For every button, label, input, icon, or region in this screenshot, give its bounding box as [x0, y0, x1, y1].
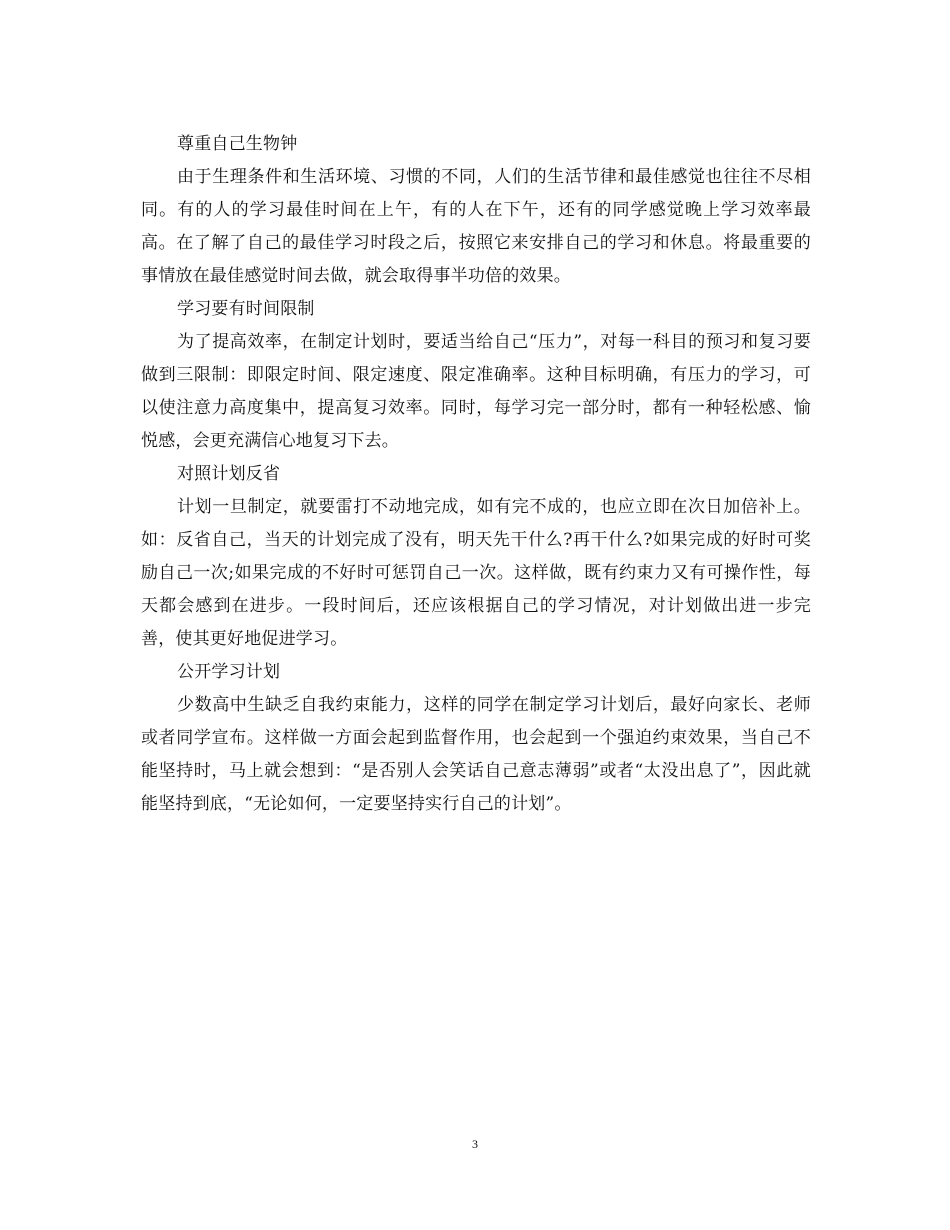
section-paragraph-biological-clock: 由于生理条件和生活环境、习惯的不同，人们的生活节律和最佳感觉也往往不尽相同。有的人的学习最佳时间在上午，有的人在下午，还有的同学感觉晚上学习效率最高。在了解了自己的最佳学习时段之后，按照它来安排自己的学习和休息。将最重要的事情放在最佳感觉时间去做，就会取得事半功倍的效果。 — [141, 167, 811, 286]
document-body — [141, 128, 811, 821]
section-paragraph-public-plan: 少数高中生缺乏自我约束能力，这样的同学在制定学习计划后，最好向家长、老师或者同学宣布。这样做一方面会起到监督作用，也会起到一个强迫约束效果，当自己不能坚持时，马上就会想到：“是否别人会笑话自己意志薄弱”或者“太没出息了”，因此就能坚持到底，“无论如何，一定要坚持实行自己的计划”。 — [141, 695, 811, 814]
section-heading-reflect-on-plan: 对照计划反省 — [177, 464, 281, 484]
section-heading-public-plan: 公开学习计划 — [177, 662, 281, 682]
section-heading-biological-clock: 尊重自己生物钟 — [177, 134, 298, 154]
section-paragraph-time-limit: 为了提高效率，在制定计划时，要适当给自己“压力”，对每一科目的预习和复习要做到三限制：即限定时间、限定速度、限定准确率。这种目标明确，有压力的学习，可以使注意力高度集中，提高复习效率。同时，每学习完一部分时，都有一种轻松感、愉悦感，会更充满信心地复习下去。 — [141, 332, 811, 451]
section-paragraph-reflect-on-plan: 计划一旦制定，就要雷打不动地完成，如有完不成的，也应立即在次日加倍补上。如：反省自己，当天的计划完成了没有，明天先干什么?再干什么?如果完成的好时可奖励自己一次;如果完成的不好时可惩罚自己一次。这样做，既有约束力又有可操作性，每天都会感到在进步。一段时间后，还应该根据自己的学习情况，对计划做出进一步完善，使其更好地促进学习。 — [141, 497, 811, 649]
page-number: 3 — [472, 1137, 478, 1151]
section-heading-time-limit: 学习要有时间限制 — [177, 299, 315, 319]
